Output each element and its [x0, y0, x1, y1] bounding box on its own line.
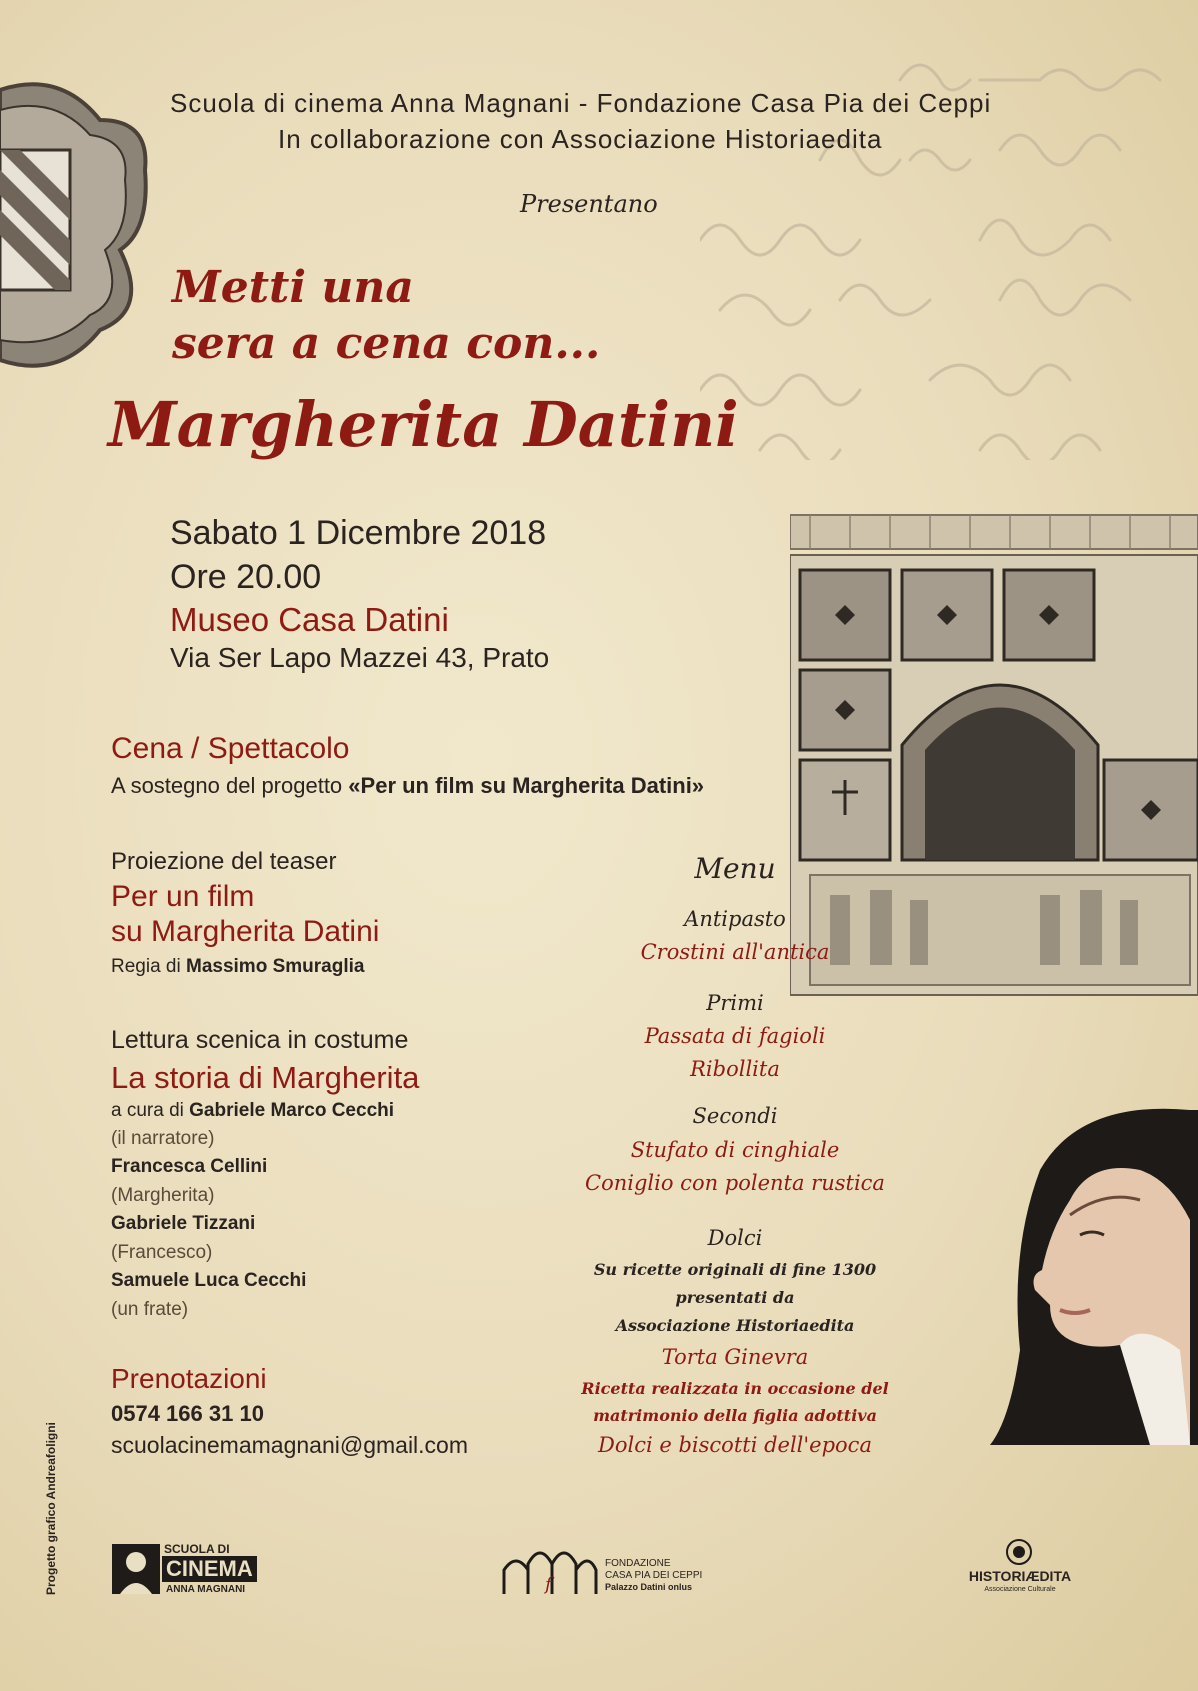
menu-item: Torta Ginevra [661, 1345, 809, 1369]
event-time: Ore 20.00 [170, 558, 322, 596]
svg-text:f: f [545, 1574, 552, 1595]
cast-name: Samuele Luca Cecchi [111, 1270, 307, 1291]
menu-secondi-label: Secondi [692, 1104, 778, 1128]
menu-note: presentati da [675, 1288, 795, 1307]
cast-role: (Francesco) [111, 1242, 213, 1263]
logo-school-line3: ANNA MAGNANI [166, 1584, 246, 1595]
program-heading: Cena / Spettacolo [111, 732, 350, 765]
logo-historia-line2: Associazione Culturale [984, 1586, 1056, 1593]
margherita-portrait [990, 1100, 1198, 1445]
booking-heading: Prenotazioni [111, 1363, 267, 1394]
director-name: Massimo Smuraglia [186, 956, 365, 977]
arches-icon [500, 1540, 600, 1596]
coat-of-arms-emblem [0, 80, 150, 370]
teaser-title-2: su Margherita Datini [111, 915, 380, 948]
logo-fondazione-line3: Palazzo Datini onlus [605, 1582, 693, 1592]
logo-school-line2: CINEMA [162, 1556, 257, 1582]
teaser-director [111, 956, 364, 978]
title-name: Margherita Datini [108, 388, 739, 461]
cast-role: (un frate) [111, 1299, 189, 1320]
menu-antipasto-label: Antipasto [684, 907, 786, 931]
event-date: Sabato 1 Dicembre 2018 [170, 514, 547, 552]
menu-dolci-label: Dolci [707, 1226, 763, 1250]
support-project: «Per un film su Margherita Datini» [348, 773, 705, 798]
booking-email[interactable]: scuolacinemamagnani@gmail.com [111, 1432, 469, 1458]
header-organizers: Scuola di cinema Anna Magnani - Fondazione Casa Pia dei Ceppi [170, 88, 992, 118]
title-line-1: Metti una [172, 262, 414, 313]
title-line-2: sera a cena con... [172, 318, 601, 369]
menu-note: matrimonio della figlia adottiva [593, 1406, 877, 1425]
presentano-label: Presentano [520, 190, 658, 218]
logo-fondazione[interactable] [500, 1540, 710, 1596]
teaser-title-1: Per un film [111, 880, 255, 913]
menu-item: Dolci e biscotti dell'epoca [598, 1433, 872, 1457]
menu-item: Coniglio con polenta rustica [585, 1171, 885, 1195]
reading-curator [111, 1100, 394, 1122]
logo-fondazione-line1: FONDAZIONE [605, 1558, 671, 1569]
reading-title: La storia di Margherita [111, 1060, 420, 1095]
booking-phone[interactable]: 0574 166 31 10 [111, 1401, 264, 1426]
menu-note: Ricetta realizzata in occasione del [581, 1379, 889, 1398]
curator-name: Gabriele Marco Cecchi [189, 1100, 395, 1121]
logo-fondazione-line2: CASA PIA DEI CEPPI [605, 1570, 703, 1581]
graphic-credit: Progetto grafico Andreafoligni [44, 1422, 58, 1595]
cast-name: Francesca Cellini [111, 1156, 268, 1177]
menu-note: Su ricette originali di fine 1300 [593, 1260, 877, 1279]
menu-primi-label: Primi [706, 991, 764, 1015]
film-reel-icon [112, 1542, 162, 1596]
logo-school-line1: SCUOLA DI [164, 1542, 230, 1556]
menu-item: Crostini all'antica [640, 940, 830, 964]
logo-historiaedita[interactable] [950, 1538, 1090, 1598]
director-prefix: Regia di [111, 956, 186, 977]
logo-scuola-cinema[interactable] [112, 1542, 257, 1596]
event-venue: Museo Casa Datini [170, 601, 449, 638]
header-collaboration: In collaborazione con Associazione Historiaedita [278, 124, 883, 154]
menu-item: Passata di fagioli [644, 1024, 826, 1048]
cast-role-narrator: (il narratore) [111, 1128, 215, 1149]
cast-role: (Margherita) [111, 1185, 215, 1206]
menu-item: Stufato di cinghiale [630, 1138, 840, 1162]
program-support [111, 773, 704, 799]
event-address: Via Ser Lapo Mazzei 43, Prato [170, 642, 550, 673]
menu-title: Menu [694, 852, 776, 885]
curator-prefix: a cura di [111, 1100, 190, 1121]
menu-item: Ribollita [690, 1057, 780, 1081]
historiaedita-emblem-icon [1005, 1538, 1033, 1566]
reading-label: Lettura scenica in costume [111, 1026, 409, 1054]
cast-name: Gabriele Tizzani [111, 1213, 256, 1234]
menu-note: Associazione Historiaedita [615, 1316, 855, 1335]
logo-historia-line1: HISTORIÆDITA [968, 1568, 1072, 1584]
support-prefix: A sostegno del progetto [111, 773, 349, 798]
teaser-label: Proiezione del teaser [111, 848, 337, 875]
